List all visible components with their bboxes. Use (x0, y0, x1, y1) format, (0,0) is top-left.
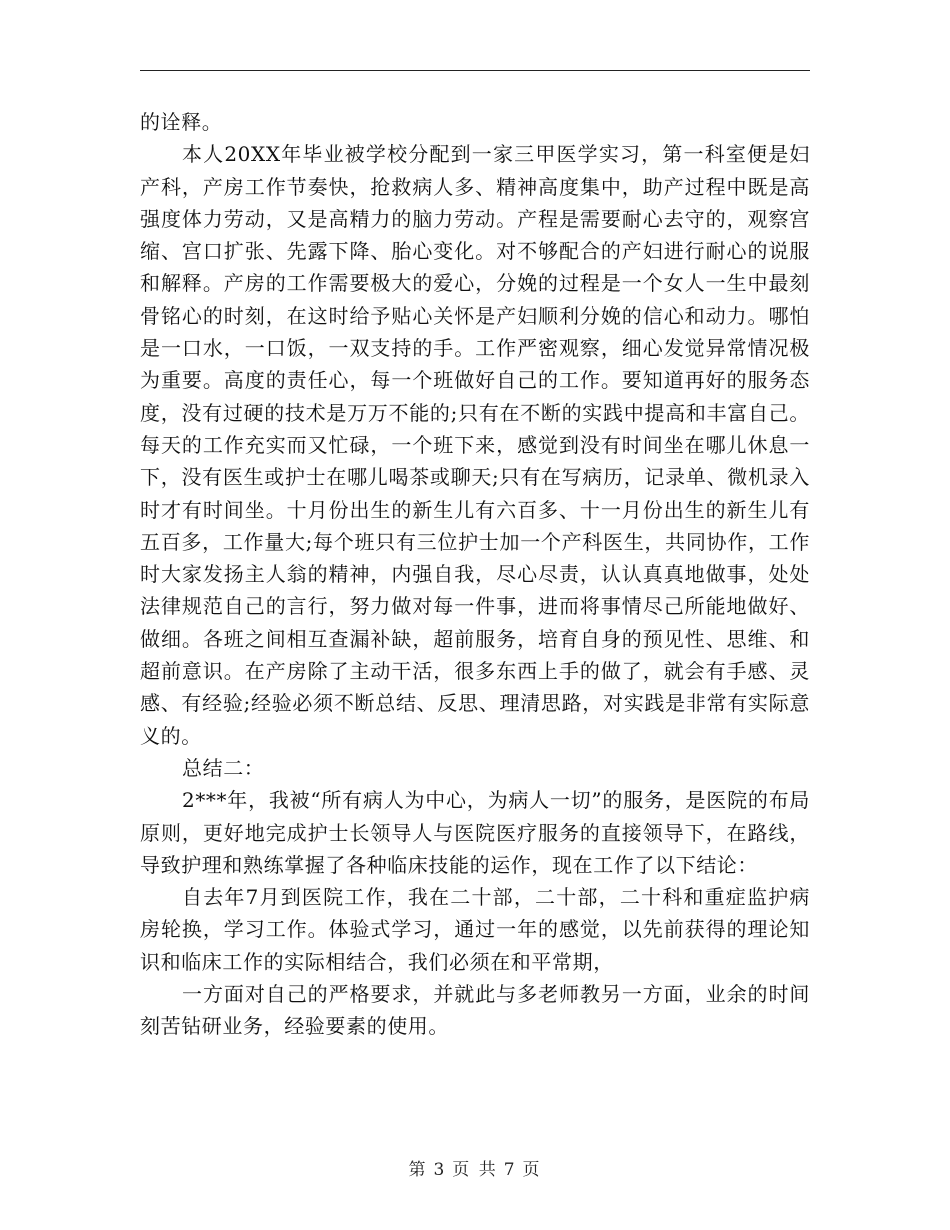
header-rule (140, 70, 810, 71)
footer-prefix: 第 (408, 1160, 428, 1180)
page-footer (0, 1155, 950, 1180)
paragraph-internship-summary: 本人20XX年毕业被学校分配到一家三甲医学实习，第一科室便是妇产科，产房工作节奏快，抢救病人多、精神高度集中，助产过程中既是高强度体力劳动，又是高精力的脑力劳动。产程是需要耐心去守的，观察宫缩、宫口扩张、先露下降、胎心变化。对不够配合的产妇进行耐心的说服和解释。产房的工作需要极大的爱心，分娩的过程是一个女人一生中最刻骨铭心的时刻，在这时给予贴心关怀是产妇顺利分娩的信心和动力。哪怕是一口水，一口饭，一双支持的手。工作严密观察，细心发觉异常情况极为重要。高度的责任心，每一个班做好自己的工作。要知道再好的服务态度，没有过硬的技术是万万不能的;只有在不断的实践中提高和丰富自己。每天的工作充实而又忙碌，一个班下来，感觉到没有时间坐在哪儿休息一下，没有医生或护士在哪儿喝茶或聊天;只有在写病历，记录单、微机录入时才有时间坐。十月份出生的新生儿有六百多、十一月份出生的新生儿有五百多，工作量大;每个班只有三位护士加一个产科医生，共同协作，工作时大家发扬主人翁的精神，内强自我，尽心尽责，认认真真地做事，处处法律规范自己的言行，努力做对每一件事，进而将事情尽己所能地做好、做细。各班之间相互查漏补缺，超前服务，培育自身的预见性、思维、和超前意识。在产房除了主动干活，很多东西上手的做了，就会有手感、灵感、有经验;经验必须不断总结、反思、理清思路，对实践是非常有实际意义的。 (140, 142, 810, 748)
footer-suffix: 页 (522, 1160, 542, 1180)
page-number: 3 (433, 1160, 447, 1180)
document-body (140, 106, 810, 1043)
paragraph-service-principle: 2***年，我被“所有病人为中心，为病人一切”的服务，是医院的布局原则，更好地完成护士长领导人与医院医疗服务的直接领导下，在路线，导致护理和熟练掌握了各种临床技能的运作，现在工作了以下结论： (140, 788, 810, 877)
footer-mid: 页 共 (452, 1160, 498, 1180)
paragraph-self-discipline: 一方面对自己的严格要求，并就此与多老师教另一方面，业余的时间刻苦钻研业务，经验要素的使用。 (140, 982, 810, 1039)
section-heading-summary-two: 总结二： (182, 755, 265, 780)
paragraph-continuation: 的诠释。 (140, 110, 223, 134)
paragraph-rotation: 自去年7月到医院工作，我在二十部，二十部，二十科和重症监护病房轮换，学习工作。体验式学习，通过一年的感觉，以先前获得的理论知识和临床工作的实际相结合，我们必须在和平常期， (140, 885, 810, 974)
page-total: 7 (503, 1160, 517, 1180)
